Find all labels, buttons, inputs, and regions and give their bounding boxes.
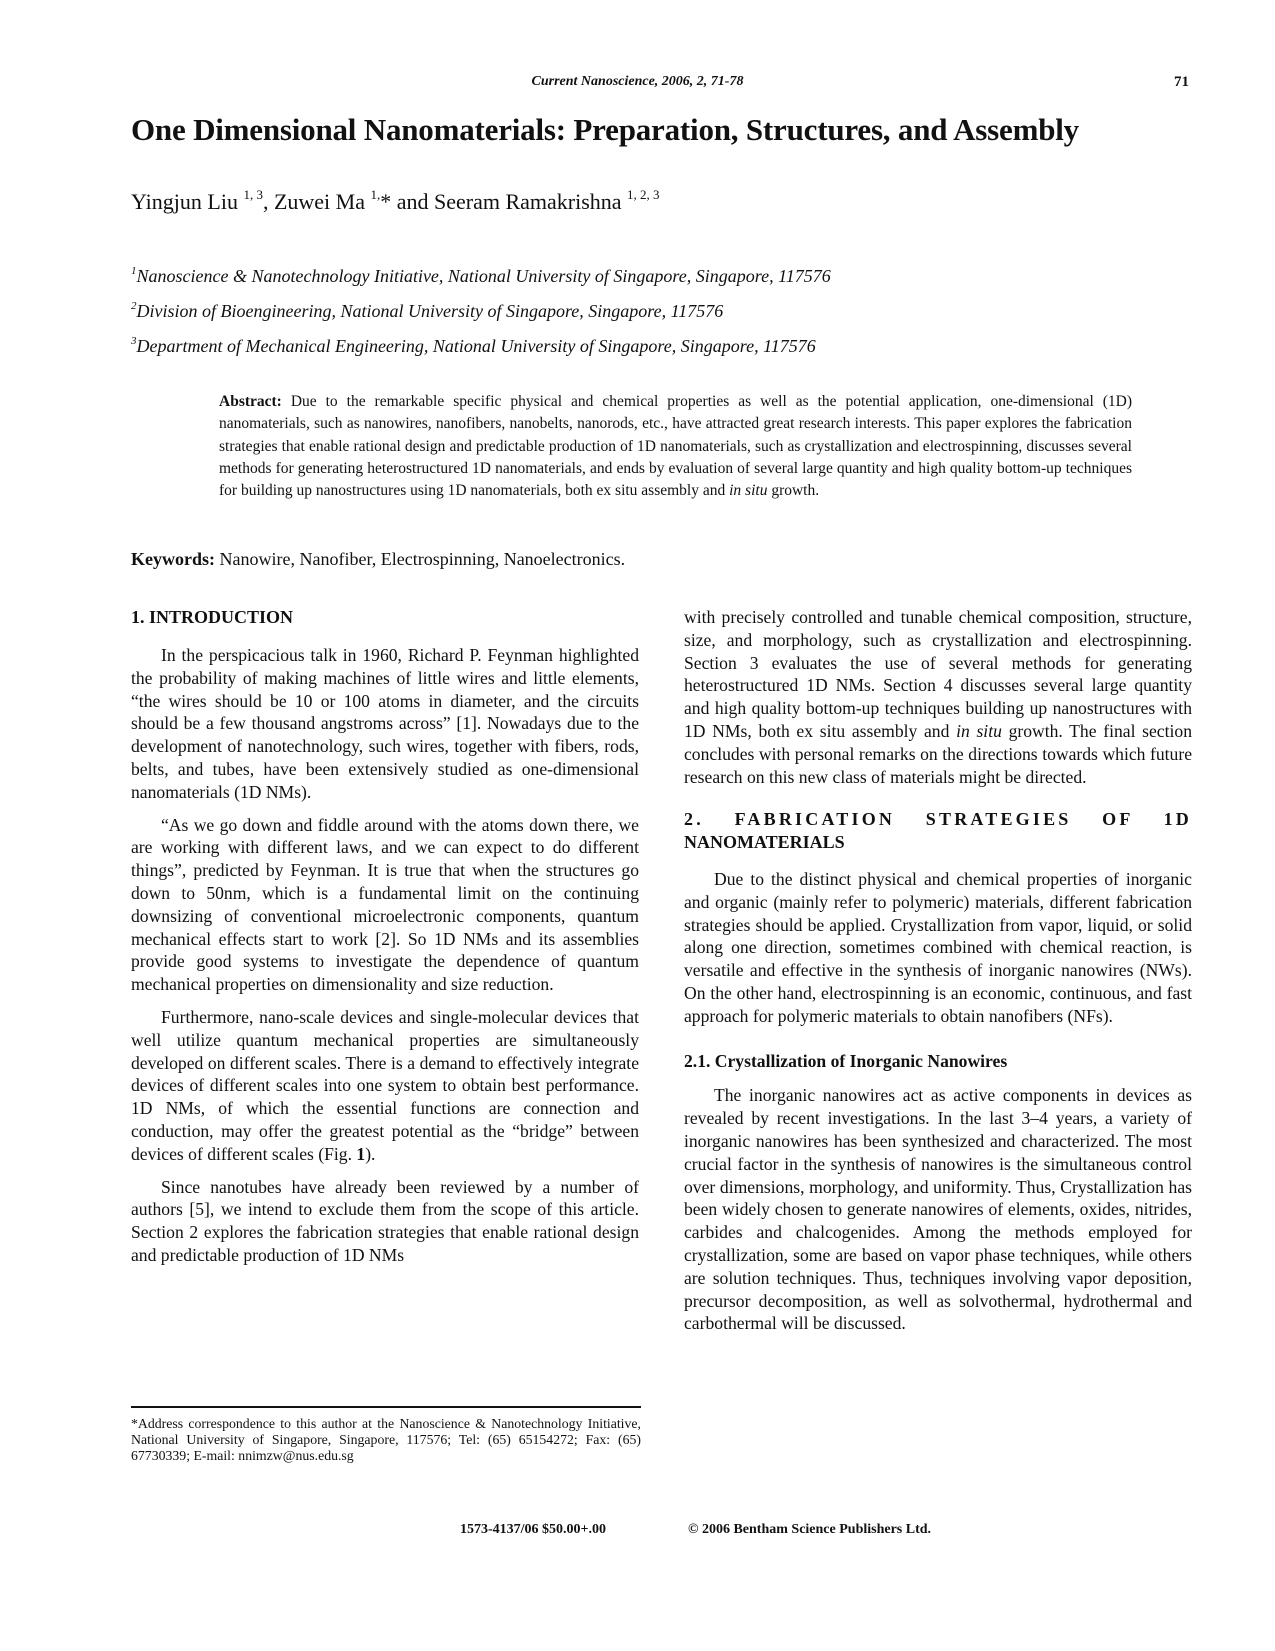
author-1-affil: 1, 3: [243, 187, 263, 202]
affiliation-3: [131, 336, 816, 357]
paragraph: [131, 1006, 639, 1166]
author-line: [131, 189, 660, 215]
paragraph-text-end: ).: [365, 1143, 376, 1164]
affiliation-2: [131, 301, 723, 322]
affiliation-number: 1: [131, 265, 137, 277]
section-heading-fabrication: [684, 808, 1192, 854]
journal-citation: Current Nanoscience, 2006, 2, 71-78: [531, 74, 744, 89]
abstract: [219, 391, 1132, 502]
abstract-italic: in situ: [729, 482, 768, 500]
footnote-rule: [131, 1406, 641, 1408]
keywords-label: Keywords:: [131, 549, 215, 569]
section-heading-introduction: 1. INTRODUCTION: [131, 607, 294, 627]
paragraph-italic: in situ: [956, 720, 1002, 741]
affiliation-text: Department of Mechanical Engineering, National University of Singapore, Singapore, 117576: [136, 336, 816, 356]
author-3-affil: 1, 2, 3: [627, 187, 660, 202]
keywords-text: Nanowire, Nanofiber, Electrospinning, Nanoelectronics.: [215, 549, 626, 569]
figure-ref: 1: [356, 1143, 366, 1164]
right-column-body: [684, 606, 1192, 1335]
section-heading-line: NANOMATERIALS: [684, 832, 845, 853]
issn-price: 1573-4137/06 $50.00+.00: [460, 1522, 607, 1537]
abstract-text: Due to the remarkable specific physical and chemical properties as well as the potential application, one-dimensional (1D) nanomaterials, such as nanowires, nanofibers, nanobelts, nanorods, etc., have attracted great research interests. This paper explores the fabrication strategies that enable rational design and predictable production of 1D nanomaterials, such as crystallization and electrospinning, discusses several methods for generating heterostructured 1D nanomaterials, and ends by evaluation of several large quantity and high quality bottom-up techniques for building up nanostructures using 1D nanomaterials, both ex situ assembly and: [219, 393, 1132, 500]
paragraph-text-end: growth. The final section concludes with personal remarks on the directions towards which future research on this new class of materials might be directed.: [684, 720, 1192, 787]
affiliation-text: Division of Bioengineering, National University of Singapore, Singapore, 117576: [136, 301, 724, 321]
paper-title: One Dimensional Nanomaterials: Preparation, Structures, and Assembly: [131, 112, 1079, 147]
paragraph: Due to the distinct physical and chemical properties of inorganic and organic (mainly refer to polymeric) materials, different fabrication strategies should be applied. Crystallization from vapor, liquid, or solid along one direction, sometimes combined with chemical reaction, is versatile and effective in the synthesis of inorganic nanowires (NWs). On the other hand, electrospinning is an economic, continuous, and fast approach for polymeric materials to obtain nanofibers (NFs).: [684, 868, 1192, 1026]
abstract-label: Abstract:: [219, 393, 282, 410]
affiliation-1: [131, 266, 831, 287]
abstract-end: growth.: [767, 482, 820, 500]
author-3-name: * and Seeram Ramakrishna: [380, 189, 622, 214]
affiliation-number: 2: [131, 300, 137, 312]
paragraph-continued: [684, 606, 1192, 788]
correspondence-footnote: *Address correspondence to this author at the Nanoscience & Nanotechnology Initiative, National University of Singapore, Singapore, 117576; Tel: (65) 65154272; Fax: (65) 67730339; E-mail: nnimzw@nus.edu.sg: [131, 1416, 641, 1464]
section-heading-line: 2. FABRICATION STRATEGIES OF 1D: [684, 809, 1192, 830]
paragraph: Since nanotubes have already been reviewed by a number of authors [5], we intend to exclude them from the scope of this article. Section 2 explores the fabrication strategies that enable rational design and predictable production of 1D NMs: [131, 1176, 639, 1265]
affiliation-text: Nanoscience & Nanotechnology Initiative, National University of Singapore, Singapore, 117576: [136, 266, 831, 286]
affiliation-number: 3: [131, 335, 137, 347]
author-2-name: , Zuwei Ma: [262, 189, 365, 214]
left-column-body: [131, 644, 639, 1267]
page-number: 71: [1174, 74, 1189, 90]
paragraph: The inorganic nanowires act as active components in devices as revealed by recent investigations. In the last 3–4 years, a variety of inorganic nanowires has been synthesized and characterized. The most crucial factor in the synthesis of nanowires is the simultaneous control over dimensions, morphology, and uniformity. Thus, Crystallization has been widely chosen to generate nanowires of elements, oxides, nitrides, carbides and chalcogenides. Among the methods employed for crystallization, some are based on vapor phase techniques, while others are solution techniques. Thus, techniques involving vapor deposition, precursor decomposition, as well as solvothermal, hydrothermal and carbothermal will be discussed.: [684, 1085, 1192, 1334]
paragraph-text: Furthermore, nano-scale devices and single-molecular devices that well utilize quantum mechanical properties are simultaneously developed on different scales. There is a demand to effectively integrate devices of different scales into one system to obtain best performance. 1D NMs, of which the essential functions are connection and conduction, may offer the greatest potential as the “bridge” between devices of different scales (Fig.: [131, 1006, 639, 1164]
author-1-name: Yingjun Liu: [131, 189, 238, 214]
paragraph: “As we go down and fiddle around with the atoms down there, we are working with different laws, and we can expect to do different things”, predicted by Feynman. It is true that when the structures go down to 50nm, which is a fundamental limit on the continuing downsizing of conventional microelectronic components, quantum mechanical effects start to work [2]. So 1D NMs and its assemblies provide good systems to investigate the dependence of quantum mechanical properties on dimensionality and size reduction.: [131, 814, 639, 995]
paragraph-text: with precisely controlled and tunable chemical composition, structure, size, and morphology, such as crystallization and electrospinning. Section 3 evaluates the use of several methods for generating heterostructured 1D NMs. Section 4 discusses several large quantity and high quality bottom-up techniques building up nanostructures with 1D NMs, both ex situ assembly and: [684, 607, 1192, 741]
keywords: [131, 549, 625, 570]
copyright: © 2006 Bentham Science Publishers Ltd.: [688, 1522, 932, 1537]
paragraph: In the perspicacious talk in 1960, Richard P. Feynman highlighted the probability of making machines of little wires and little elements, “the wires should be 10 or 100 atoms in diameter, and the circuits should be a few thousand angstroms across” [1]. Nowadays due to the development of nanotechnology, such wires, together with fibers, rods, belts, and tubes, have been extensively studied as one-dimensional nanomaterials (1D NMs).: [131, 645, 639, 802]
author-2-affil: 1,: [370, 187, 381, 202]
subsection-heading-crystallization: 2.1. Crystallization of Inorganic Nanowires: [684, 1050, 1008, 1071]
